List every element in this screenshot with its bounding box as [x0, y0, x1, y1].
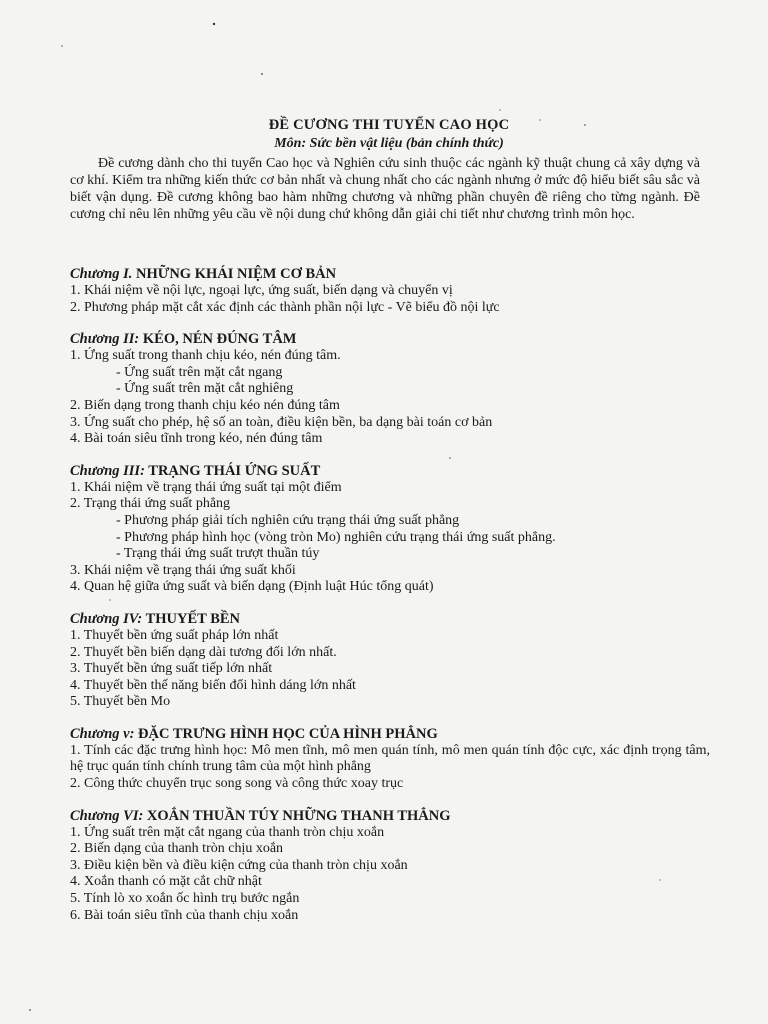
- list-item: 5. Thuyết bền Mo: [70, 694, 171, 710]
- chapter-label: Chương IV:: [70, 610, 143, 627]
- document-title: ĐỀ CƯƠNG THI TUYỂN CAO HỌC: [268, 117, 510, 133]
- list-item: 2. Biến dạng của thanh tròn chịu xoắn: [70, 841, 284, 857]
- list-item: 3. Ứng suất cho phép, hệ số an toàn, điều kiện bền, ba dạng bài toán cơ bản: [70, 414, 493, 430]
- chapter-heading: [70, 610, 710, 628]
- chapter-name: XOẮN THUẦN TÚY NHỮNG THANH THẲNG: [146, 807, 451, 824]
- list-item: 6. Bài toán siêu tĩnh của thanh chịu xoắn: [70, 907, 299, 923]
- intro-paragraph: Đề cương dành cho thi tuyển Cao học và Nghiên cứu sinh thuộc các ngành kỹ thuật chung cả xây dựng và cơ khí. Kiểm tra những kiến thức cơ bản nhất và chung nhất cho các ngành nhưng ở mức độ hiểu biết sâu sắc và biết vận dụng. Đề cương không bao hàm những chương và những phần chuyên đề riêng cho từng ngành. Đề cương chỉ nêu lên những yêu cầu về nội dung chứ không dẫn giải chi tiết như chương trình môn học.: [70, 156, 700, 222]
- list-subitem: - Phương pháp giải tích nghiên cứu trạng thái ứng suất phẳng: [116, 512, 460, 528]
- list-item: 2. Biến dạng trong thanh chịu kéo nén đúng tâm: [70, 397, 340, 413]
- chapter-list: [70, 265, 710, 938]
- chapter-heading: [70, 807, 710, 825]
- list-item: 1. Tính các đặc trưng hình học: Mô men tĩnh, mô men quán tính, mô men quán tính độc cực, xác định trọng tâm, hệ trục quán tính chính trung tâm của một hình phẳng: [70, 742, 710, 775]
- list-item: 5. Tính lò xo xoắn ốc hình trụ bước ngắn: [70, 891, 300, 907]
- chapter-name: KÉO, NÉN ĐÚNG TÂM: [142, 331, 297, 348]
- chapter-6: [70, 807, 710, 925]
- list-item: 1. Khái niệm về nội lực, ngoại lực, ứng suất, biến dạng và chuyển vị: [70, 283, 453, 298]
- list-item: 2. Trạng thái ứng suất phẳng: [70, 496, 231, 512]
- chapter-4: [70, 610, 710, 711]
- chapter-heading: [70, 265, 710, 283]
- list-subitem: - Ứng suất trên mặt cắt ngang: [116, 364, 283, 380]
- chapter-name: NHỮNG KHÁI NIỆM CƠ BẢN: [136, 266, 337, 282]
- chapter-label: Chương II:: [70, 331, 140, 348]
- chapter-label: Chương III:: [70, 462, 145, 479]
- list-subitem: - Ứng suất trên mặt cắt nghiêng: [116, 381, 294, 397]
- chapter-2: [70, 330, 710, 448]
- chapter-heading: [70, 725, 710, 743]
- list-subitem: - Trạng thái ứng suất trượt thuần túy: [116, 546, 320, 562]
- chapter-name: TRẠNG THÁI ỨNG SUẤT: [148, 462, 321, 479]
- document-header: [0, 117, 768, 152]
- list-item: 2. Công thức chuyển trục song song và công thức xoay trục: [70, 776, 404, 792]
- list-item: 3. Điều kiện bền và điều kiện cứng của thanh tròn chịu xoắn: [70, 857, 408, 873]
- chapter-heading: [70, 462, 710, 480]
- list-item: 1. Thuyết bền ứng suất pháp lớn nhất: [70, 627, 279, 643]
- chapter-1: [70, 265, 710, 316]
- document-subtitle: Môn: Sức bền vật liệu (bản chính thức): [274, 136, 504, 151]
- list-item: 3. Thuyết bền ứng suất tiếp lớn nhất: [70, 661, 273, 677]
- list-item: 1. Ứng suất trong thanh chịu kéo, nén đúng tâm.: [70, 348, 341, 364]
- chapter-name: THUYẾT BỀN: [145, 610, 241, 627]
- chapter-label: Chương VI:: [70, 807, 144, 824]
- list-item: 2. Thuyết bền biến dạng dài tương đối lớn nhất.: [70, 644, 337, 660]
- list-subitem: - Phương pháp hình học (vòng tròn Mo) nghiên cứu trạng thái ứng suất phẳng.: [116, 529, 556, 545]
- chapter-label: Chương v:: [70, 725, 135, 742]
- list-item: 4. Xoắn thanh có mặt cắt chữ nhật: [70, 874, 262, 890]
- list-item: 1. Ứng suất trên mặt cắt ngang của thanh tròn chịu xoắn: [70, 824, 385, 840]
- list-item: 4. Thuyết bền thế năng biến đổi hình dáng lớn nhất: [70, 677, 356, 693]
- list-item: 4. Bài toán siêu tĩnh trong kéo, nén đúng tâm: [70, 431, 323, 447]
- chapter-name: ĐẶC TRƯNG HÌNH HỌC CỦA HÌNH PHẲNG: [138, 725, 438, 742]
- list-item: 4. Quan hệ giữa ứng suất và biến dạng (Định luật Húc tổng quát): [70, 579, 434, 595]
- chapter-3: [70, 462, 710, 596]
- list-item: 3. Khái niệm về trạng thái ứng suất khối: [70, 562, 296, 578]
- chapter-label: Chương I.: [70, 266, 133, 282]
- list-item: 1. Khái niệm về trạng thái ứng suất tại một điểm: [70, 479, 342, 495]
- chapter-heading: [70, 330, 710, 348]
- chapter-5: [70, 725, 710, 793]
- list-item: 2. Phương pháp mặt cắt xác định các thành phần nội lực - Vẽ biểu đồ nội lực: [70, 299, 500, 315]
